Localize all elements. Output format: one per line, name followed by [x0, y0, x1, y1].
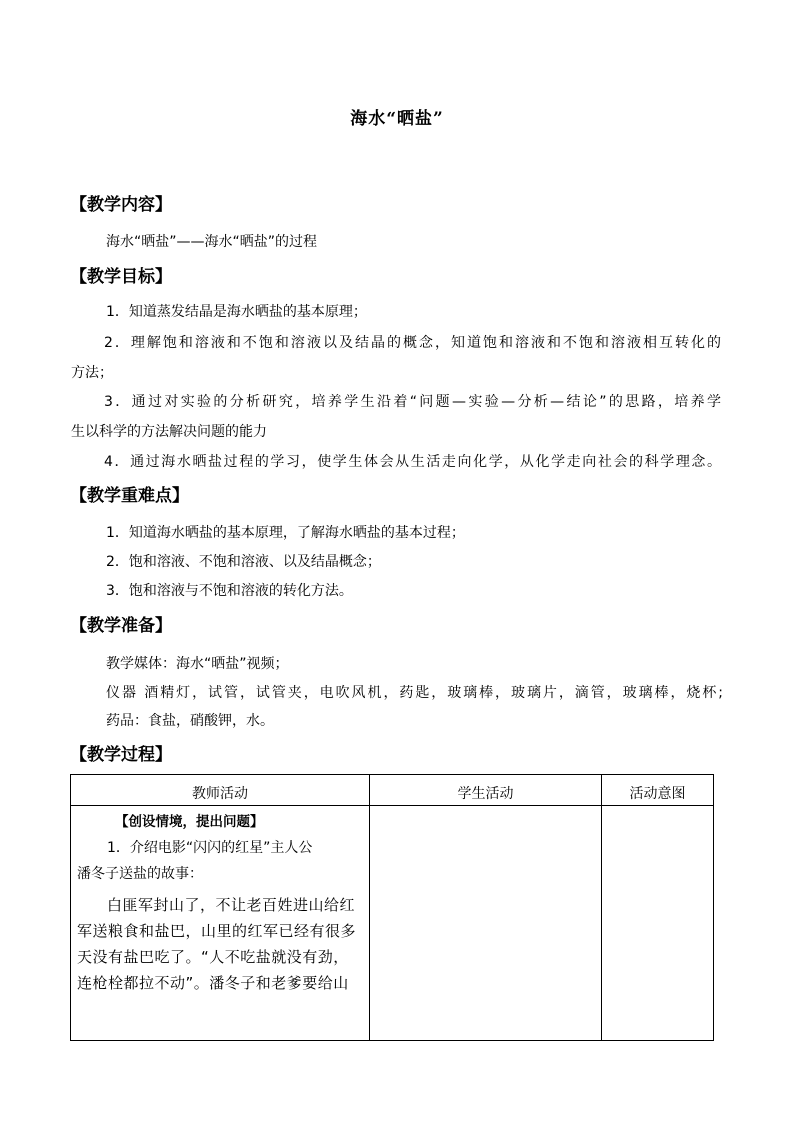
cell-text-line: 1．介绍电影“闪闪的红星”主人公 — [107, 840, 313, 856]
header-student-activity: 学生活动 — [370, 775, 602, 806]
header-teacher-activity: 教师活动 — [71, 775, 370, 806]
section-heading-goals: 【教学目标】 — [70, 267, 172, 287]
story-line: 天没有盐巴吃了。“人不吃盐就没有劲， — [77, 948, 349, 966]
goal-line: 3．通过对实验的分析研究，培养学生沿着“问题—实验—分析—结论”的思路，培养学 — [104, 394, 721, 410]
section-heading-preparation: 【教学准备】 — [70, 616, 172, 636]
key-point-line: 2．饱和溶液、不饱和溶液、以及结晶概念； — [106, 554, 381, 570]
section-heading-content: 【教学内容】 — [70, 195, 172, 215]
goal-line: 生以科学的方法解决问题的能力 — [71, 424, 267, 440]
table-row — [71, 806, 714, 1041]
table-header-row — [71, 775, 714, 806]
teacher-activity-cell — [71, 806, 370, 1041]
student-activity-cell — [370, 806, 602, 1041]
cell-text-line: 潘冬子送盐的故事： — [77, 866, 203, 882]
activity-intent-cell — [602, 806, 714, 1041]
preparation-line: 药品：食盐，硝酸钾，水。 — [106, 713, 274, 729]
section-heading-key-points: 【教学重难点】 — [70, 486, 189, 506]
page-title: 海水“晒盐” — [350, 109, 444, 129]
goal-line: 方法； — [71, 365, 113, 381]
preparation-line: 仪器 酒精灯，试管，试管夹，电吹风机，药匙，玻璃棒，玻璃片，滴管，玻璃棒，烧杯; — [106, 685, 723, 701]
story-line: 军送粮食和盐巴，山里的红军已经有很多 — [77, 922, 357, 940]
key-point-line: 1．知道海水晒盐的基本原理，了解海水晒盐的基本过程； — [106, 525, 465, 541]
cell-section-title: 【创设情境，提出问题】 — [115, 814, 264, 830]
preparation-line: 教学媒体：海水“晒盐”视频； — [106, 656, 289, 672]
process-table — [70, 774, 714, 1041]
section-heading-process: 【教学过程】 — [70, 745, 172, 765]
content-line: 海水“晒盐”——海水“晒盐”的过程 — [106, 234, 318, 250]
goal-line: 2．理解饱和溶液和不饱和溶液以及结晶的概念，知道饱和溶液和不饱和溶液相互转化的 — [104, 335, 721, 351]
goal-line: 1．知道蒸发结晶是海水晒盐的基本原理； — [106, 304, 367, 320]
story-line: 白匪军封山了，不让老百姓进山给红 — [107, 896, 356, 914]
header-activity-intent: 活动意图 — [602, 775, 714, 806]
key-point-line: 3．饱和溶液与不饱和溶液的转化方法。 — [106, 583, 353, 599]
story-line: 连枪栓都拉不动”。潘冬子和老爹要给山 — [77, 974, 349, 992]
goal-line: 4．通过海水晒盐过程的学习，使学生体会从生活走向化学，从化学走向社会的科学理念。 — [104, 454, 721, 470]
